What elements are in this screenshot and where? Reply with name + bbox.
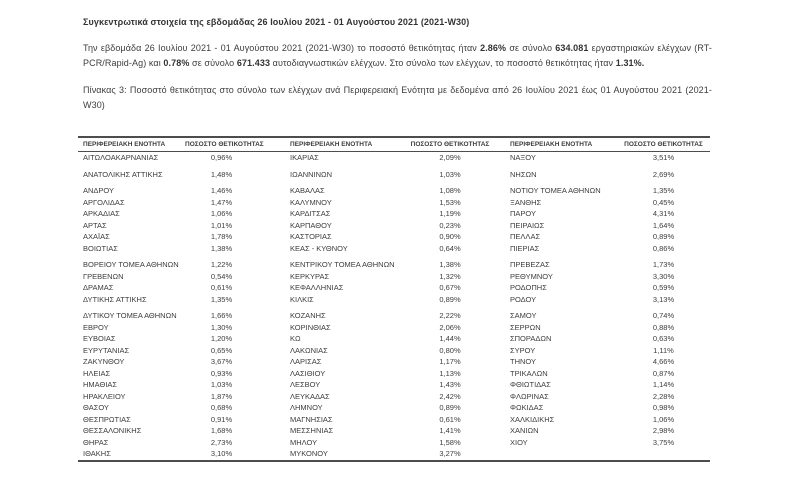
column-header-positivity-2: ΠΟΣΟΣΤΟ ΘΕΤΙΚΟΤΗΤΑΣ bbox=[405, 137, 495, 152]
positivity-cell: 1,22% bbox=[210, 260, 233, 269]
positivity-table bbox=[78, 136, 710, 462]
region-cell: ΜΕΣΣΗΝΙΑΣ bbox=[290, 426, 334, 435]
positivity-cell: 1,48% bbox=[210, 169, 233, 179]
region-cell: ΠΕΛΛΑΣ bbox=[510, 232, 541, 241]
positivity-cell: 1,66% bbox=[210, 311, 233, 320]
table-header-row bbox=[78, 137, 710, 152]
table-row bbox=[78, 356, 710, 368]
positivity-cell: 0,93% bbox=[210, 368, 233, 378]
region-cell: ΞΑΝΘΗΣ bbox=[510, 197, 542, 207]
positivity-cell: 1,44% bbox=[439, 334, 461, 343]
highlighted-figure: 634.081 bbox=[555, 43, 589, 53]
positivity-cell: 1,19% bbox=[439, 209, 461, 218]
region-cell: ΔΡΑΜΑΣ bbox=[83, 283, 114, 292]
region-cell: ΜΥΚΟΝΟΥ bbox=[258, 448, 405, 461]
positivity-cell: 2,98% bbox=[652, 426, 675, 435]
region-cell: ΚΩ bbox=[290, 334, 301, 343]
region-cell: ΑΝΔΡΟΥ bbox=[83, 186, 115, 195]
region-cell: ΗΜΑΘΙΑΣ bbox=[83, 380, 118, 389]
positivity-cell: 1,58% bbox=[439, 437, 461, 447]
positivity-cell: 1,11% bbox=[653, 345, 674, 355]
positivity-cell: 1,20% bbox=[210, 334, 233, 343]
region-cell: ΚΑΡΔΙΤΣΑΣ bbox=[290, 209, 331, 218]
region-cell: ΝΟΤΙΟΥ ΤΟΜΕΑ ΑΘΗΝΩΝ bbox=[510, 186, 601, 195]
region-cell: ΕΥΡΥΤΑΝΙΑΣ bbox=[83, 345, 130, 355]
positivity-cell: 1,73% bbox=[652, 260, 675, 269]
positivity-cell: 1,08% bbox=[439, 186, 461, 195]
region-cell: ΕΒΡΟΥ bbox=[83, 322, 109, 332]
region-cell: ΚΕΝΤΡΙΚΟΥ ΤΟΜΕΑ ΑΘΗΝΩΝ bbox=[290, 260, 395, 269]
positivity-cell: 0,86% bbox=[652, 243, 675, 253]
positivity-cell bbox=[617, 448, 710, 461]
table-caption: Πίνακας 3: Ποσοστό θετικότητας στο σύνολο των ελέγχων ανά Περιφερειακή Ενότητα με δεδομένα από 26 Ιουλίου 2021 έως 01 Αυγούστου 2021 (2021-W30) bbox=[83, 85, 712, 110]
positivity-cell: 1,03% bbox=[210, 380, 233, 389]
region-cell: ΧΑΛΚΙΔΙΚΗΣ bbox=[510, 414, 555, 424]
table-row bbox=[78, 271, 710, 283]
positivity-cell: 2,42% bbox=[439, 391, 461, 401]
region-cell: ΔΥΤΙΚΗΣ ΑΤΤΙΚΗΣ bbox=[83, 294, 147, 304]
region-cell: ΣΠΟΡΑΔΩΝ bbox=[510, 334, 552, 343]
table-row bbox=[78, 368, 710, 380]
region-cell: ΚΟΡΙΝΘΙΑΣ bbox=[290, 322, 331, 332]
positivity-cell: 1,13% bbox=[439, 368, 461, 378]
positivity-cell: 0,65% bbox=[210, 345, 233, 355]
region-cell: ΘΕΣΠΡΩΤΙΑΣ bbox=[83, 414, 131, 424]
table-row bbox=[78, 402, 710, 414]
paragraph-text: αυτοδιαγνωστικών ελέγχων. Στο σύνολο των ελέγχων, το ποσοστό θετικότητας ήταν bbox=[270, 58, 616, 68]
region-cell: ΑΡΤΑΣ bbox=[83, 220, 107, 230]
region-cell: ΛΑΚΩΝΙΑΣ bbox=[290, 345, 328, 355]
region-cell bbox=[495, 448, 617, 461]
positivity-cell: 0,68% bbox=[210, 403, 233, 412]
positivity-cell: 0,45% bbox=[652, 197, 675, 207]
region-cell: ΙΩΑΝΝΙΝΩΝ bbox=[290, 169, 333, 179]
positivity-cell: 1,06% bbox=[210, 209, 233, 218]
table-row bbox=[78, 425, 710, 437]
positivity-cell: 1,17% bbox=[439, 357, 461, 366]
region-cell: ΦΛΩΡΙΝΑΣ bbox=[510, 391, 549, 401]
region-cell: ΤΗΝΟΥ bbox=[510, 357, 537, 366]
positivity-cell: 1,32% bbox=[439, 271, 461, 281]
table-row bbox=[78, 448, 710, 461]
region-cell: ΠΙΕΡΙΑΣ bbox=[510, 243, 540, 253]
positivity-cell: 0,88% bbox=[652, 322, 675, 332]
region-cell: ΚΕΑΣ - ΚΥΘΝΟΥ bbox=[290, 243, 348, 253]
positivity-cell: 0,80% bbox=[439, 345, 461, 355]
positivity-cell: 3,10% bbox=[185, 448, 258, 461]
region-cell: ΠΑΡΟΥ bbox=[510, 209, 537, 218]
region-cell: ΖΑΚΥΝΘΟΥ bbox=[83, 357, 125, 366]
positivity-cell: 4,66% bbox=[652, 357, 675, 366]
column-header-positivity-1: ΠΟΣΟΣΤΟ ΘΕΤΙΚΟΤΗΤΑΣ bbox=[185, 137, 258, 152]
positivity-cell: 1,64% bbox=[652, 220, 675, 230]
paragraph-text: εργαστηριακών ελέγχων (RT-PCR/Rapid-Ag) και bbox=[83, 43, 713, 68]
region-cell: ΘΗΡΑΣ bbox=[83, 437, 109, 447]
region-cell: ΝΑΞΟΥ bbox=[510, 153, 536, 162]
table-row bbox=[78, 379, 710, 391]
positivity-cell: 1,14% bbox=[652, 380, 675, 389]
positivity-cell: 1,46% bbox=[210, 186, 233, 195]
region-cell: ΚΙΛΚΙΣ bbox=[290, 294, 314, 304]
table-row bbox=[78, 294, 710, 311]
positivity-cell: 2,22% bbox=[439, 311, 461, 320]
region-cell: ΕΥΒΟΙΑΣ bbox=[83, 334, 116, 343]
positivity-cell: 0,91% bbox=[210, 414, 233, 424]
region-cell: ΠΕΙΡΑΙΩΣ bbox=[510, 220, 545, 230]
table-row bbox=[78, 208, 710, 220]
table-row bbox=[78, 231, 710, 243]
region-cell: ΚΟΖΑΝΗΣ bbox=[290, 311, 326, 320]
positivity-cell: 1,47% bbox=[210, 197, 233, 207]
region-cell: ΛΗΜΝΟΥ bbox=[290, 403, 323, 412]
positivity-cell: 2,73% bbox=[210, 437, 233, 447]
positivity-cell: 1,35% bbox=[652, 186, 675, 195]
table-row bbox=[78, 220, 710, 232]
region-cell: ΚΕΦΑΛΛΗΝΙΑΣ bbox=[290, 283, 344, 292]
positivity-cell: 0,23% bbox=[439, 220, 461, 230]
region-cell: ΧΙΟΥ bbox=[510, 437, 528, 447]
table-row bbox=[78, 322, 710, 334]
highlighted-figure: 1.31%. bbox=[615, 58, 645, 68]
positivity-cell: 0,96% bbox=[210, 153, 233, 162]
region-cell: ΚΑΡΠΑΘΟΥ bbox=[290, 220, 332, 230]
table-row bbox=[78, 391, 710, 403]
positivity-cell: 3,13% bbox=[652, 294, 675, 304]
region-cell: ΑΡΓΟΛΙΔΑΣ bbox=[83, 197, 125, 207]
region-cell: ΗΡΑΚΛΕΙΟΥ bbox=[83, 391, 126, 401]
region-cell: ΚΑΛΥΜΝΟΥ bbox=[290, 197, 332, 207]
table-row bbox=[78, 243, 710, 260]
paragraph-text: Την εβδομάδα 26 Ιουλίου 2021 - 01 Αυγούστου 2021 (2021-W30) το ποσοστό θετικότητας ήταν bbox=[83, 43, 481, 53]
column-header-region-1: ΠΕΡΙΦΕΡΕΙΑΚΗ ΕΝΟΤΗΤΑ bbox=[78, 137, 185, 152]
positivity-cell: 2,28% bbox=[652, 391, 675, 401]
region-cell: ΚΑΣΤΟΡΙΑΣ bbox=[290, 232, 332, 241]
table-row bbox=[78, 437, 710, 449]
positivity-cell: 0,89% bbox=[652, 232, 675, 241]
table-row bbox=[78, 282, 710, 294]
highlighted-figure: 2.86% bbox=[480, 43, 507, 53]
positivity-cell: 1,78% bbox=[210, 232, 233, 241]
paragraph-text: σε σύνολο bbox=[506, 43, 556, 53]
region-cell: ΒΟΡΕΙΟΥ ΤΟΜΕΑ ΑΘΗΝΩΝ bbox=[83, 260, 179, 269]
positivity-cell: 2,69% bbox=[652, 169, 675, 179]
positivity-cell: 3,30% bbox=[652, 271, 675, 281]
region-cell: ΚΕΡΚΥΡΑΣ bbox=[290, 271, 330, 281]
region-cell: ΛΑΡΙΣΑΣ bbox=[290, 357, 322, 366]
table-row bbox=[78, 185, 710, 197]
positivity-cell: 3,51% bbox=[652, 153, 675, 162]
positivity-cell: 3,75% bbox=[652, 437, 675, 447]
table-row bbox=[78, 259, 710, 271]
positivity-cell: 1,68% bbox=[210, 426, 233, 435]
positivity-cell: 1,41% bbox=[439, 426, 461, 435]
region-cell: ΜΑΓΝΗΣΙΑΣ bbox=[290, 414, 333, 424]
positivity-cell: 0,74% bbox=[652, 311, 675, 320]
region-cell: ΛΑΣΙΘΙΟΥ bbox=[290, 368, 326, 378]
region-cell: ΑΧΑΪΑΣ bbox=[83, 232, 110, 241]
region-cell: ΑΙΤΩΛΟΑΚΑΡΝΑΝΙΑΣ bbox=[83, 153, 159, 162]
region-cell: ΡΟΔΟΠΗΣ bbox=[510, 283, 547, 292]
positivity-cell: 1,53% bbox=[439, 197, 461, 207]
region-cell: ΚΑΒΑΛΑΣ bbox=[290, 186, 325, 195]
positivity-cell: 1,01% bbox=[210, 220, 233, 230]
region-cell: ΛΕΥΚΑΔΑΣ bbox=[290, 391, 330, 401]
table-row bbox=[78, 169, 710, 186]
region-cell: ΣΕΡΡΩΝ bbox=[510, 322, 541, 332]
region-cell: ΠΡΕΒΕΖΑΣ bbox=[510, 260, 550, 269]
region-cell: ΘΕΣΣΑΛΟΝΙΚΗΣ bbox=[83, 426, 142, 435]
positivity-cell: 0,61% bbox=[210, 283, 233, 292]
region-cell: ΘΑΣΟΥ bbox=[83, 403, 109, 412]
positivity-cell: 0,64% bbox=[439, 243, 461, 253]
positivity-cell: 0,90% bbox=[439, 232, 461, 241]
table-row bbox=[78, 152, 710, 169]
highlighted-figure: 671.433 bbox=[236, 58, 271, 68]
positivity-cell: 0,87% bbox=[652, 368, 675, 378]
column-header-region-3: ΠΕΡΙΦΕΡΕΙΑΚΗ ΕΝΟΤΗΤΑ bbox=[495, 137, 617, 152]
positivity-cell: 1,38% bbox=[439, 260, 461, 269]
region-cell: ΦΩΚΙΔΑΣ bbox=[510, 403, 544, 412]
positivity-cell: 3,27% bbox=[405, 448, 495, 461]
positivity-cell: 0,59% bbox=[652, 283, 675, 292]
page-title: Συγκεντρωτικά στοιχεία της εβδομάδας 26 Ιουλίου 2021 - 01 Αυγούστου 2021 (2021-W30) bbox=[83, 17, 470, 27]
positivity-cell: 0,54% bbox=[210, 271, 233, 281]
positivity-cell: 1,87% bbox=[210, 391, 233, 401]
column-header-region-2: ΠΕΡΙΦΕΡΕΙΑΚΗ ΕΝΟΤΗΤΑ bbox=[258, 137, 405, 152]
positivity-cell: 1,30% bbox=[210, 322, 233, 332]
positivity-cell: 2,09% bbox=[439, 153, 461, 162]
region-cell: ΙΚΑΡΙΑΣ bbox=[290, 153, 319, 162]
region-cell: ΛΕΣΒΟΥ bbox=[290, 380, 321, 389]
region-cell: ΤΡΙΚΑΛΩΝ bbox=[510, 368, 548, 378]
highlighted-figure: 0.78% bbox=[163, 58, 190, 68]
region-cell: ΣΑΜΟΥ bbox=[510, 311, 537, 320]
region-cell: ΡΕΘΥΜΝΟΥ bbox=[510, 271, 553, 281]
table-body bbox=[78, 152, 710, 461]
positivity-cell: 0,89% bbox=[439, 294, 461, 304]
positivity-cell: 4,31% bbox=[652, 209, 675, 218]
region-cell: ΜΗΛΟΥ bbox=[290, 437, 318, 447]
positivity-cell: 2,06% bbox=[439, 322, 461, 332]
positivity-cell: 1,35% bbox=[210, 294, 233, 304]
column-header-positivity-3: ΠΟΣΟΣΤΟ ΘΕΤΙΚΟΤΗΤΑΣ bbox=[617, 137, 710, 152]
region-cell: ΑΝΑΤΟΛΙΚΗΣ ΑΤΤΙΚΗΣ bbox=[83, 169, 163, 179]
positivity-cell: 0,98% bbox=[652, 403, 675, 412]
region-cell: ΑΡΚΑΔΙΑΣ bbox=[83, 209, 120, 218]
region-cell: ΔΥΤΙΚΟΥ ΤΟΜΕΑ ΑΘΗΝΩΝ bbox=[83, 311, 177, 320]
table-row bbox=[78, 197, 710, 209]
positivity-cell: 1,43% bbox=[439, 380, 461, 389]
region-cell: ΙΘΑΚΗΣ bbox=[78, 448, 185, 461]
positivity-cell: 0,63% bbox=[652, 334, 675, 343]
region-cell: ΣΥΡΟΥ bbox=[510, 345, 536, 355]
positivity-cell: 0,67% bbox=[439, 283, 461, 292]
table-row bbox=[78, 333, 710, 345]
summary-paragraph bbox=[83, 41, 712, 71]
region-cell: ΒΟΙΩΤΙΑΣ bbox=[83, 243, 118, 253]
region-cell: ΡΟΔΟΥ bbox=[510, 294, 537, 304]
table-row bbox=[78, 345, 710, 357]
table-row bbox=[78, 310, 710, 322]
region-cell: ΧΑΝΙΩΝ bbox=[510, 426, 539, 435]
region-cell: ΦΘΙΩΤΙΔΑΣ bbox=[510, 380, 551, 389]
positivity-cell: 3,67% bbox=[210, 357, 233, 366]
table-row bbox=[78, 414, 710, 426]
region-cell: ΗΛΕΙΑΣ bbox=[83, 368, 111, 378]
positivity-cell: 0,61% bbox=[439, 414, 461, 424]
region-cell: ΓΡΕΒΕΝΩΝ bbox=[83, 271, 124, 281]
paragraph-text: σε σύνολο bbox=[189, 58, 237, 68]
region-cell: ΝΗΣΩΝ bbox=[510, 169, 537, 179]
positivity-cell: 1,03% bbox=[439, 169, 461, 179]
positivity-cell: 1,38% bbox=[210, 243, 233, 253]
positivity-cell: 1,06% bbox=[652, 414, 675, 424]
positivity-cell: 0,89% bbox=[439, 403, 461, 412]
